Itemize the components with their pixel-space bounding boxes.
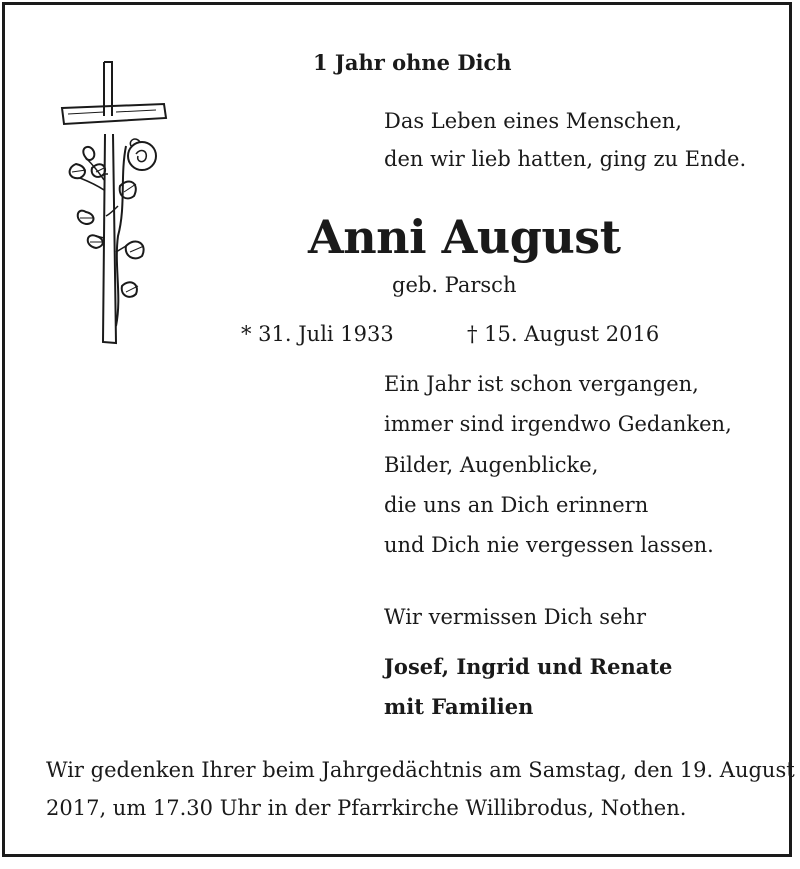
intro-line-2: den wir lieb hatten, ging zu Ende. [384, 147, 747, 171]
closing-line: Wir vermissen Dich sehr [384, 605, 647, 629]
poem-line-4: die uns an Dich erinnern [384, 493, 649, 517]
poem-line-1: Ein Jahr ist schon vergangen, [384, 372, 699, 396]
birth-date: * 31. Juli 1933 [241, 322, 394, 346]
poem-line-3: Bilder, Augenblicke, [384, 453, 599, 477]
death-date: † 15. August 2016 [467, 322, 660, 346]
intro-line-1: Das Leben eines Menschen, [384, 109, 682, 133]
cross-with-rose-icon [56, 56, 168, 346]
birth-name: geb. Parsch [392, 273, 517, 297]
deceased-name: Anni August [308, 210, 621, 264]
signatory-line-1: Josef, Ingrid und Renate [384, 654, 673, 679]
header-title: 1 Jahr ohne Dich [313, 50, 512, 75]
poem-line-5: und Dich nie vergessen lassen. [384, 533, 714, 557]
poem-line-2: immer sind irgendwo Gedanken, [384, 412, 732, 436]
signatory-line-2: mit Familien [384, 694, 534, 719]
footer-line-2: 2017, um 17.30 Uhr in der Pfarrkirche Willibrodus, Nothen. [46, 796, 687, 820]
footer-line-1: Wir gedenken Ihrer beim Jahrgedächtnis am Samstag, den 19. August [46, 758, 795, 782]
